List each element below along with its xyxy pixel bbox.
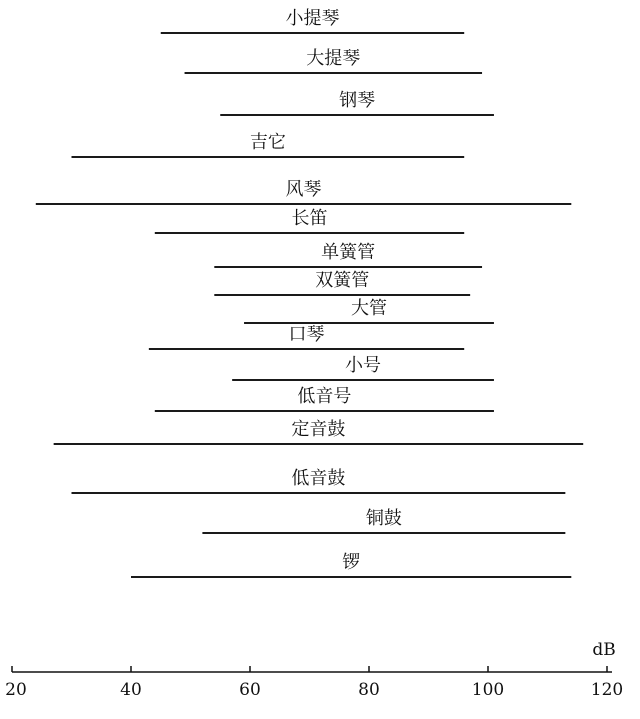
instrument-label: 低音鼓 [291, 468, 346, 489]
instrument-label: 小号 [345, 355, 382, 376]
x-axis-unit-label: dB [592, 640, 616, 660]
instrument-range [155, 386, 494, 411]
x-tick-label: 20 [5, 680, 27, 700]
instrument-label: 小提琴 [285, 8, 340, 29]
instrument-range [36, 179, 572, 204]
instrument-range [214, 242, 482, 267]
x-tick-label: 120 [590, 680, 624, 700]
instrument-range [54, 419, 584, 444]
x-axis-ticks [5, 666, 623, 700]
instrument-label: 铜鼓 [365, 508, 402, 529]
instrument-label: 大提琴 [306, 48, 361, 69]
instrument-range [244, 298, 494, 323]
instrument-range [72, 468, 566, 493]
x-tick-label: 60 [239, 680, 261, 700]
instrument-label: 双簧管 [315, 270, 370, 291]
instrument-range [72, 132, 465, 157]
instrument-label: 长笛 [291, 208, 328, 229]
x-tick-label: 80 [358, 680, 380, 700]
instrument-ranges [36, 8, 583, 577]
instrument-range [155, 208, 464, 233]
instrument-range [149, 324, 464, 349]
instrument-range [232, 355, 494, 380]
x-tick-label: 100 [471, 680, 505, 700]
instrument-label: 大管 [351, 298, 387, 319]
instrument-label: 钢琴 [339, 90, 376, 111]
instrument-label: 低音号 [297, 386, 352, 407]
instrument-range [202, 508, 565, 533]
instrument-label: 风琴 [285, 179, 322, 200]
instrument-range [131, 552, 571, 577]
instrument-range [185, 48, 483, 73]
instrument-range [220, 90, 494, 115]
instrument-label: 口琴 [288, 324, 325, 345]
x-tick-label: 40 [120, 680, 142, 700]
instrument-label: 锣 [342, 552, 361, 573]
x-axis [5, 640, 623, 700]
instrument-range [214, 270, 470, 295]
instrument-label: 单簧管 [321, 242, 376, 263]
instrument-range [161, 8, 464, 33]
instrument-label: 定音鼓 [291, 419, 346, 440]
instrument-label: 吉它 [249, 132, 286, 153]
